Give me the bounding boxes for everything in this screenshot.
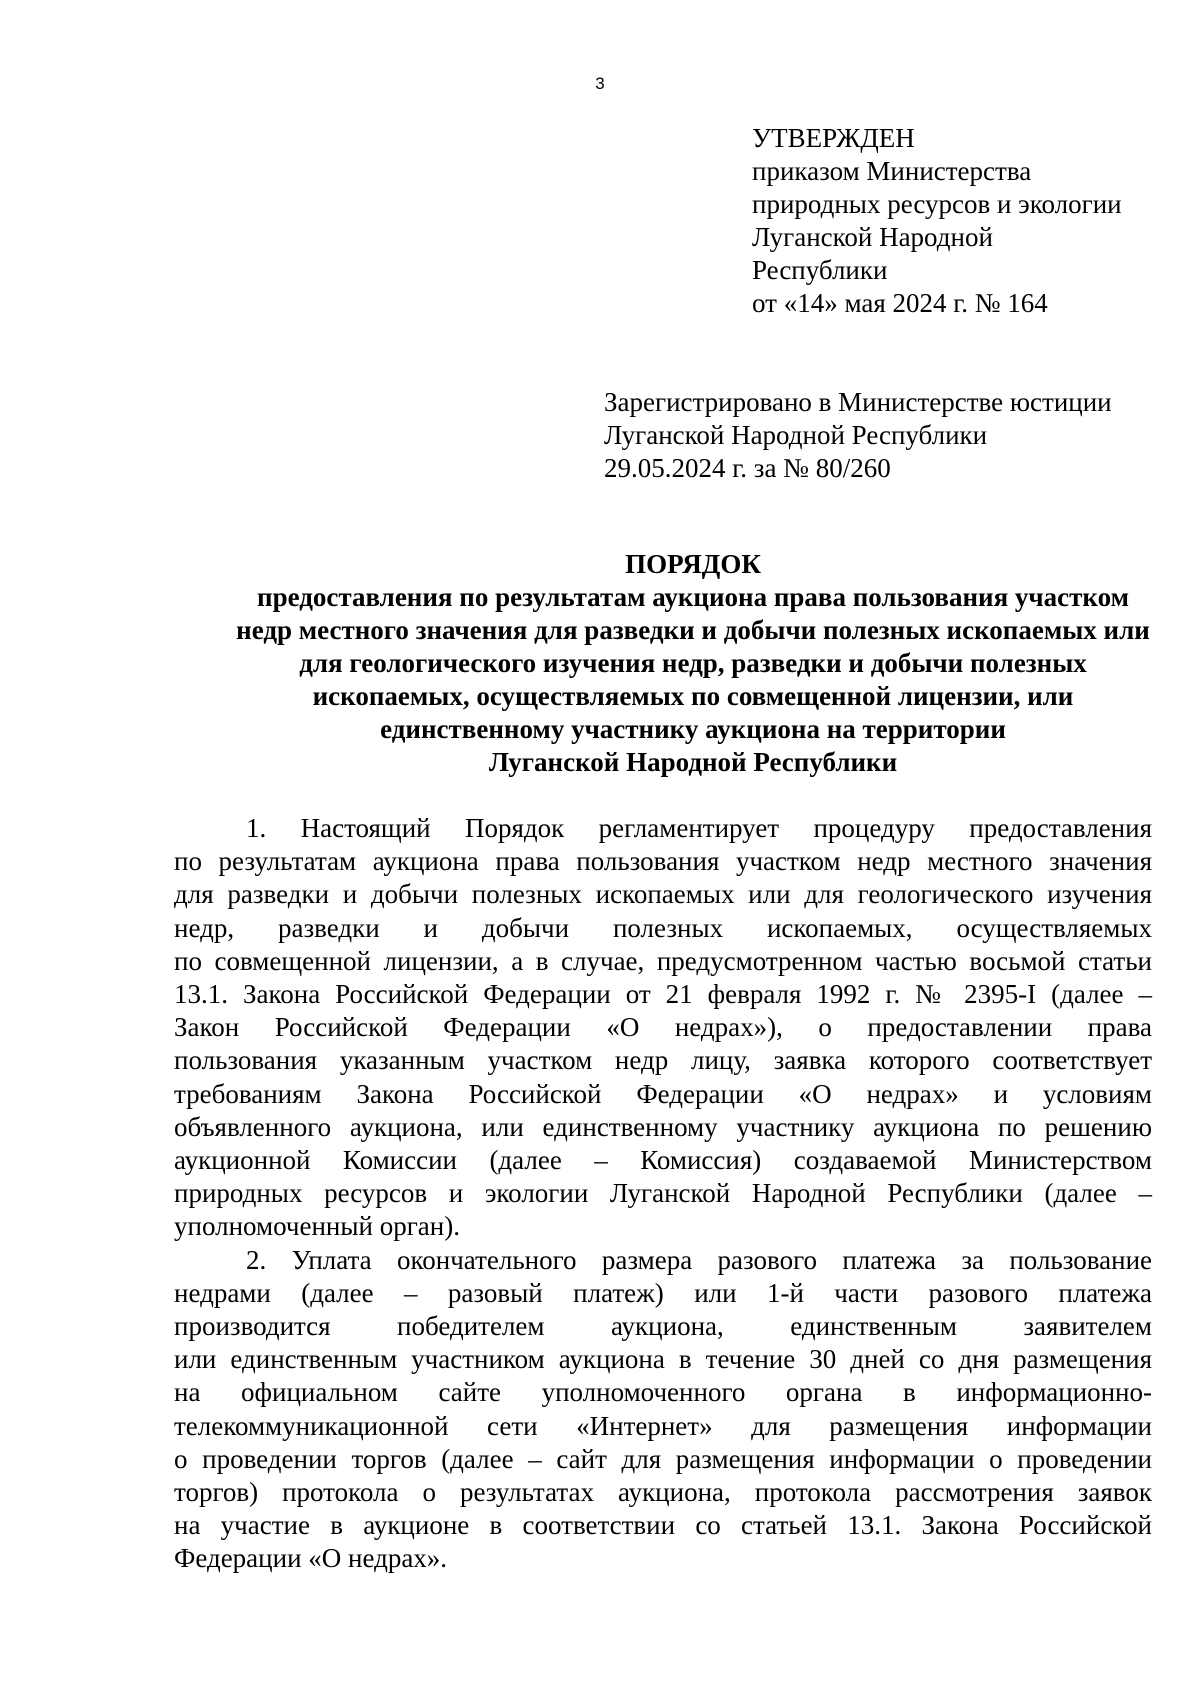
document-title-line: предоставления по результатам аукциона права пользования участком — [257, 582, 1129, 612]
paragraph-line: или единственным участником аукциона в течение 30 дней со дня размещения — [174, 1344, 1152, 1375]
paragraph-line: по результатам аукциона права пользования участком недр местного значения — [174, 846, 1152, 877]
paragraph-line: природных ресурсов и экологии Луганской Народной Республики (далее – — [174, 1178, 1152, 1209]
paragraph-2 — [174, 1244, 1152, 1576]
paragraph-line: торгов) протокола о результатах аукциона, протокола рассмотрения заявок — [174, 1477, 1152, 1508]
approval-stamp — [752, 122, 1122, 320]
paragraph-line: недр, разведки и добычи полезных ископаемых, осуществляемых — [174, 912, 1152, 943]
document-title — [110, 548, 1200, 779]
paragraph-line: 13.1. Закона Российской Федерации от 21 февраля 1992 г. № 2395-I (далее – — [174, 979, 1152, 1010]
paragraph-line: требованиям Закона Российской Федерации «О недрах» и условиям — [174, 1078, 1152, 1109]
paragraph-line: на официальном сайте уполномоченного органа в информационно- — [174, 1377, 1152, 1408]
paragraph-line: 1. Настоящий Порядок регламентирует процедуру предоставления — [246, 813, 1152, 843]
approval-line: приказом Министерства — [752, 156, 1032, 186]
approval-heading: УТВЕРЖДЕН — [752, 123, 915, 153]
document-title-line: для геологического изучения недр, разведки и добычи полезных — [299, 648, 1087, 678]
document-title-line: ископаемых, осуществляемых по совмещенной лицензии, или — [312, 681, 1074, 711]
approval-line: Луганской Народной — [752, 222, 993, 252]
paragraph-line: уполномоченный орган). — [174, 1211, 460, 1242]
paragraph-line: недрами (далее – разовый платеж) или 1-й части разового платежа — [174, 1277, 1152, 1308]
registration-note — [604, 386, 1112, 485]
paragraph-line: по совмещенной лицензии, а в случае, предусмотренном частью восьмой статьи — [174, 945, 1152, 976]
document-title-line: недр местного значения для разведки и добычи полезных ископаемых или — [236, 615, 1150, 645]
approval-date-line: от «14» мая 2024 г. № 164 — [752, 288, 1048, 318]
paragraph-line: на участие в аукционе в соответствии со статьей 13.1. Закона Российской — [174, 1510, 1152, 1541]
document-title-line: Луганской Народной Республики — [488, 747, 898, 777]
paragraph-line: телекоммуникационной сети «Интернет» для размещения информации — [174, 1410, 1152, 1441]
approval-line: Республики — [752, 255, 888, 285]
registration-line: Луганской Народной Республики — [604, 420, 988, 450]
paragraph-line: о проведении торгов (далее – сайт для размещения информации о проведении — [174, 1443, 1152, 1474]
paragraph-line: Федерации «О недрах». — [174, 1543, 448, 1574]
document-body — [174, 812, 1152, 1576]
approval-line: природных ресурсов и экологии — [752, 189, 1122, 219]
paragraph-line: пользования указанным участком недр лицу, заявка которого соответствует — [174, 1045, 1152, 1076]
paragraph-1 — [174, 812, 1152, 1244]
registration-number-line: 29.05.2024 г. за № 80/260 — [604, 453, 891, 483]
paragraph-line: Закон Российской Федерации «О недрах»), о предоставлении права — [174, 1012, 1152, 1043]
document-title-heading: ПОРЯДОК — [625, 549, 761, 579]
paragraph-line: аукционной Комиссии (далее – Комиссия) создаваемой Министерством — [174, 1145, 1152, 1176]
paragraph-line: объявленного аукциона, или единственному участнику аукциона по решению — [174, 1111, 1152, 1142]
registration-line: Зарегистрировано в Министерстве юстиции — [604, 387, 1112, 417]
paragraph-line: 2. Уплата окончательного размера разового платежа за пользование — [246, 1244, 1152, 1275]
page-number: 3 — [595, 74, 605, 93]
paragraph-line: для разведки и добычи полезных ископаемых или для геологического изучения — [174, 879, 1152, 910]
document-title-line: единственному участнику аукциона на территории — [380, 714, 1006, 744]
paragraph-line: производится победителем аукциона, единственным заявителем — [174, 1311, 1152, 1342]
